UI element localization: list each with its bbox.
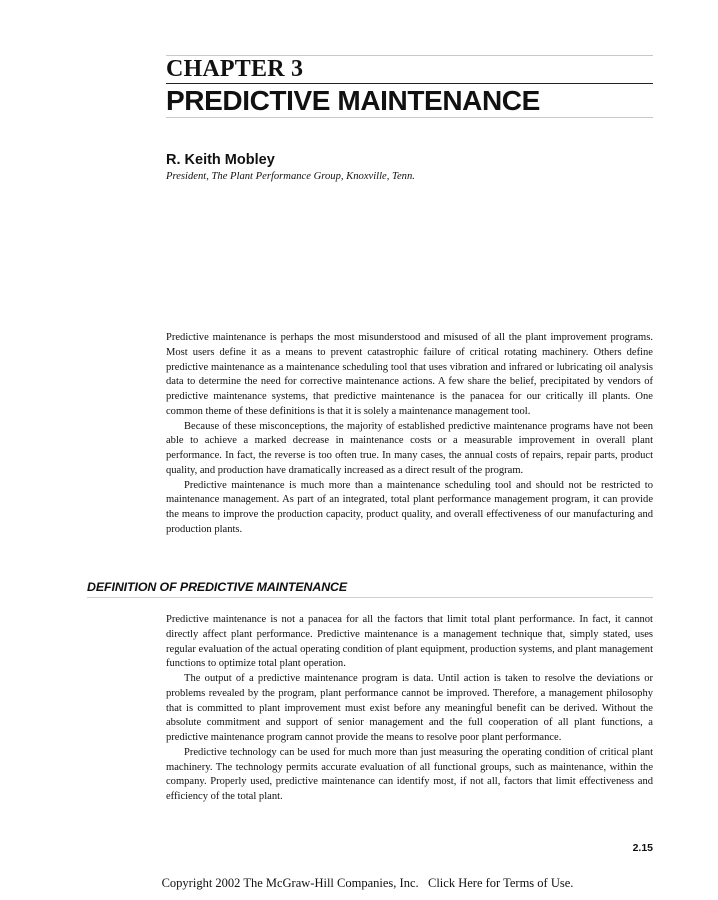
section-text [166, 613, 653, 805]
footer [0, 875, 718, 891]
paragraph: Predictive maintenance is much more than a maintenance scheduling tool and should not be restricted to maintenance management. As part of an integrated, total plant performance management program, it can provide the means to improve the production capacity, product quality, and overall effectiveness of our manufacturing and production plants. [166, 479, 653, 535]
copyright-notice: Copyright 2002 The McGraw-Hill Companies, Inc. [161, 876, 419, 890]
author-affiliation: President, The Plant Performance Group, Knoxville, Tenn. [166, 171, 415, 182]
terms-of-use-link[interactable]: Click Here for Terms of Use. [428, 876, 574, 890]
paragraph: Predictive technology can be used for much more than just measuring the operating condition of critical plant machinery. The technology permits accurate evaluation of all functional groups, such as maintenance, within the company. Properly used, predictive maintenance can identify most, if not all, factors that limit effectiveness and efficiency of the total plant. [166, 746, 653, 802]
paragraph: Because of these misconceptions, the majority of established predictive maintenance programs have not been able to achieve a marked decrease in maintenance costs or a measurable improvement in overall plant performance. In fact, the reverse is too often true. In many cases, the annual costs of repairs, repair parts, product quality, and production have dramatically increased as a direct result of the program. [166, 420, 653, 476]
intro-text [166, 331, 653, 538]
paragraph: Predictive maintenance is perhaps the most misunderstood and misused of all the plant improvement programs. Most users define it as a means to prevent catastrophic failure of critical rotating machinery. Others define predictive maintenance as a maintenance scheduling tool that uses vibration and infrared or lubricating oil analysis data to determine the need for corrective maintenance actions. A few share the belief, precipitated by vendors of predictive maintenance systems, that predictive maintenance is the panacea for our critically ill plants. One common theme of these definitions is that it is solely a maintenance management tool. [166, 332, 653, 417]
section-rule [87, 597, 653, 598]
page-number: 2.15 [632, 842, 653, 854]
chapter-divider-rule [166, 83, 653, 84]
chapter-bottom-rule [166, 117, 653, 118]
section-heading: DEFINITION OF PREDICTIVE MAINTENANCE [87, 580, 348, 594]
author-name: R. Keith Mobley [166, 152, 275, 168]
chapter-number: CHAPTER 3 [166, 56, 304, 82]
paragraph: The output of a predictive maintenance program is data. Until action is taken to resolve the deviations or problems revealed by the program, plant performance cannot be improved. Therefore, a management philosophy that is committed to plant improvement must exist before any meaningful benefit can be derived. Without the absolute commitment and support of senior management and the full cooperation of all plant functions, a predictive maintenance program cannot provide the means to resolve poor plant performance. [166, 673, 653, 743]
chapter-title: PREDICTIVE MAINTENANCE [166, 85, 540, 116]
paragraph: Predictive maintenance is not a panacea for all the factors that limit total plant performance. In fact, it cannot directly affect plant performance. Predictive maintenance is a management technique that, simply stated, uses regular evaluation of the actual operating condition of plant equipment, production systems, and plant management functions to optimize total plant operation. [166, 614, 653, 670]
